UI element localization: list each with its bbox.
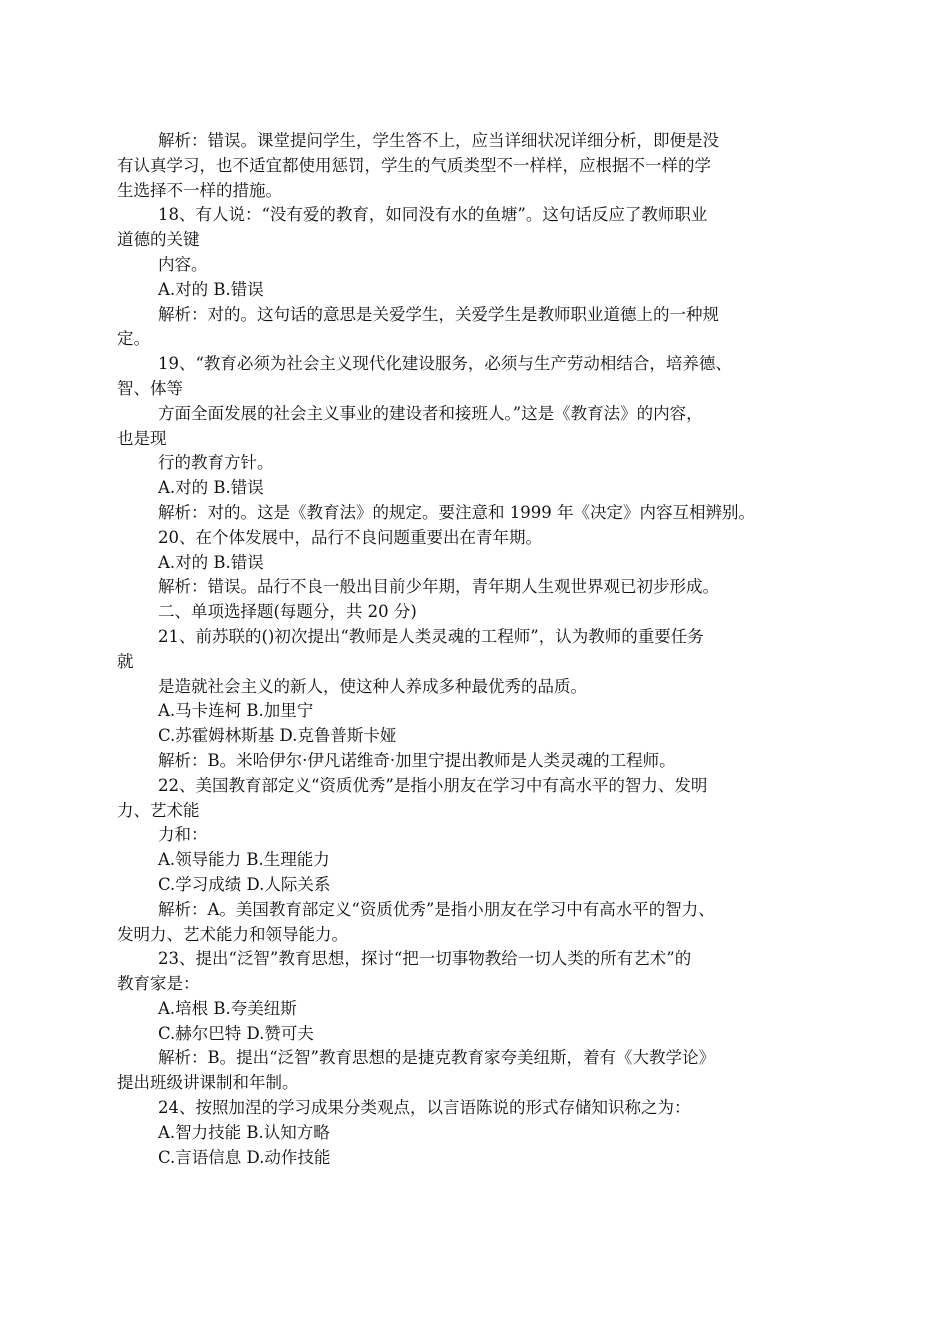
text-line: 生选择不一样的措施。 xyxy=(117,180,282,200)
text-line: C.言语信息 D.动作技能 xyxy=(158,1147,331,1167)
text-line: 22、美国教育部定义“资质优秀”是指小朋友在学习中有高水平的智力、发明 xyxy=(158,775,708,795)
question-22-continuation xyxy=(117,823,829,848)
question-24 xyxy=(117,1096,829,1121)
text-line: 解析：错误。课堂提问学生，学生答不上，应当详细状况详细分析，即便是没 xyxy=(158,131,719,150)
question-19-options xyxy=(117,476,829,501)
question-21 xyxy=(117,625,829,675)
text-line: 是造就社会主义的新人，使这种人养成多种最优秀的品质。 xyxy=(158,676,587,696)
text-line: 解析：A。美国教育部定义“资质优秀”是指小朋友在学习中有高水平的智力、 xyxy=(158,899,715,919)
question-20-explanation xyxy=(117,575,829,600)
question-24-options-cd xyxy=(117,1146,829,1171)
question-22-explanation xyxy=(117,898,829,948)
question-22-options-cd xyxy=(117,873,829,898)
text-line: 解析：B。米哈伊尔·伊凡诺维奇·加里宁提出教师是人类灵魂的工程师。 xyxy=(158,750,676,770)
text-line: 提出班级讲课制和年制。 xyxy=(117,1073,299,1093)
text-line: C.苏霍姆林斯基 D.克鲁普斯卡娅 xyxy=(158,726,397,746)
text-line: 智、体等 xyxy=(117,378,183,398)
text-line: 21、前苏联的()初次提出“教师是人类灵魂的工程师”，认为教师的重要任务 xyxy=(158,626,704,646)
question-22 xyxy=(117,774,829,824)
text-line: 19、“教育必须为社会主义现代化建设服务，必须与生产劳动相结合，培养德、 xyxy=(158,354,732,374)
question-20 xyxy=(117,526,829,551)
question-23-options-cd xyxy=(117,1022,829,1047)
question-22-options-ab xyxy=(117,848,829,873)
text-line: 解析：错误。品行不良一般出目前少年期，青年期人生观世界观已初步形成。 xyxy=(158,577,719,597)
text-line: 就 xyxy=(117,651,134,671)
text-line: 24、按照加涅的学习成果分类观点，以言语陈说的形式存储知识称之为： xyxy=(158,1098,691,1118)
question-23-options-ab xyxy=(117,997,829,1022)
text-line: C.赫尔巴特 D.赞可夫 xyxy=(158,1023,314,1043)
text-line: A.培根 B.夸美纽斯 xyxy=(158,998,297,1018)
text-line: 定。 xyxy=(117,329,150,349)
text-line: 解析：对的。这是《教育法》的规定。要注意和 1999 年《决定》内容互相辨别。 xyxy=(158,502,755,522)
text-line: 力、艺术能 xyxy=(117,800,200,820)
document-body xyxy=(117,129,829,1170)
text-line: A.对的 B.错误 xyxy=(158,279,264,299)
text-line: A.领导能力 B.生理能力 xyxy=(158,850,330,870)
text-line: 力和： xyxy=(158,825,208,845)
text-line: C.学习成绩 D.人际关系 xyxy=(158,874,331,894)
text-line: 解析：对的。这句话的意思是关爱学生，关爱学生是教师职业道德上的一种规 xyxy=(158,304,719,324)
text-line: 也是现 xyxy=(117,428,167,448)
text-line: 18、有人说：“没有爱的教育，如同没有水的鱼塘”。这句话反应了教师职业 xyxy=(158,205,708,225)
text-line: A.马卡连柯 B.加里宁 xyxy=(158,701,314,721)
question-19-explanation xyxy=(117,501,829,526)
text-line: A.对的 B.错误 xyxy=(158,478,264,498)
text-line: 方面全面发展的社会主义事业的建设者和接班人。”这是《教育法》的内容， xyxy=(158,403,703,423)
question-18-explanation xyxy=(117,303,829,353)
text-line: 解析：B。提出“泛智”教育思想的是捷克教育家夸美纽斯，着有《大教学论》 xyxy=(158,1048,715,1068)
text-line: 内容。 xyxy=(158,254,208,274)
text-line: 二、单项选择题(每题分，共 20 分) xyxy=(158,602,417,622)
text-line: 发明力、艺术能力和领导能力。 xyxy=(117,924,348,944)
question-24-options-ab xyxy=(117,1121,829,1146)
question-21-options-ab xyxy=(117,699,829,724)
question-23-explanation xyxy=(117,1046,829,1096)
text-line: 有认真学习，也不适宜都使用惩罚，学生的气质类型不一样样，应根据不一样的学 xyxy=(117,155,711,175)
section-heading xyxy=(117,600,829,625)
question-18-options xyxy=(117,278,829,303)
text-line: 教育家是： xyxy=(117,974,200,994)
question-20-options xyxy=(117,551,829,576)
text-line: 行的教育方针。 xyxy=(158,453,274,473)
text-line: A.对的 B.错误 xyxy=(158,552,264,572)
paragraph-17-explanation xyxy=(117,129,829,203)
question-19-continuation-2 xyxy=(117,451,829,476)
question-21-continuation xyxy=(117,675,829,700)
question-23 xyxy=(117,947,829,997)
question-18 xyxy=(117,203,829,253)
text-line: 道德的关键 xyxy=(117,230,200,250)
question-18-continuation xyxy=(117,253,829,278)
question-21-explanation xyxy=(117,749,829,774)
text-line: A.智力技能 B.认知方略 xyxy=(158,1122,330,1142)
text-line: 23、提出“泛智”教育思想，探讨“把一切事物教给一切人类的所有艺术”的 xyxy=(158,949,692,969)
question-19-continuation xyxy=(117,402,829,452)
text-line: 20、在个体发展中，品行不良问题重要出在青年期。 xyxy=(158,527,542,547)
question-19 xyxy=(117,352,829,402)
question-21-options-cd xyxy=(117,724,829,749)
